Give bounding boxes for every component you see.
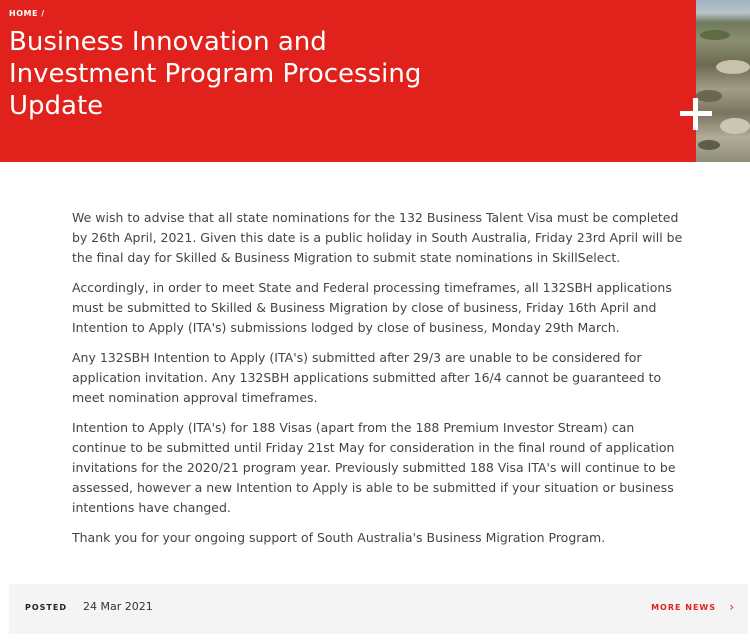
- title-line-3: Update: [9, 91, 104, 121]
- chevron-right-icon[interactable]: ›: [729, 600, 734, 614]
- more-news-link[interactable]: MORE NEWS: [651, 603, 716, 612]
- breadcrumb-home[interactable]: HOME /: [9, 9, 45, 18]
- article-paragraph-5: Thank you for your ongoing support of South Australia's Business Migration Program.: [72, 530, 606, 545]
- article-paragraph-2: Accordingly, in order to meet State and Federal processing timeframes, all 132SBH applications must be submitted to Skilled & Business Migration by close of business, Friday 16th April and Intention to Apply (ITA's) submissions lodged by close of business, Monday 29th March.: [72, 280, 672, 335]
- article-body: [72, 208, 684, 558]
- plus-icon[interactable]: [680, 98, 712, 130]
- title-line-1: Business Innovation and: [9, 27, 327, 57]
- page-title: [9, 26, 569, 122]
- article-paragraph-4: Intention to Apply (ITA's) for 188 Visas (apart from the 188 Premium Investor Stream) can continue to be submitted until Friday 21st May for consideration in the final round of application invitations for the 2020/21 program year. Previously submitted 188 Visa ITA's will continue to be assessed, however a new Intention to Apply is able to be submitted if your situation or business intentions have changed.: [72, 420, 676, 515]
- hero-red-panel: [0, 0, 696, 162]
- article-footer: [9, 584, 748, 634]
- article-paragraph-3: Any 132SBH Intention to Apply (ITA's) submitted after 29/3 are unable to be considered for application invitation. Any 132SBH applications submitted after 16/4 cannot be guaranteed to meet nomination approval timeframes.: [72, 350, 662, 405]
- posted-date: 24 Mar 2021: [83, 600, 153, 613]
- title-line-2: Investment Program Processing: [9, 59, 422, 89]
- article-paragraph-1: We wish to advise that all state nominations for the 132 Business Talent Visa must be completed by 26th April, 2021. Given this date is a public holiday in South Australia, Friday 23rd April will be the final day for Skilled & Business Migration to submit state nominations in SkillSelect.: [72, 210, 683, 265]
- hero-banner: [0, 0, 750, 162]
- posted-label: POSTED: [25, 603, 67, 612]
- hero-landscape-image: [696, 0, 750, 162]
